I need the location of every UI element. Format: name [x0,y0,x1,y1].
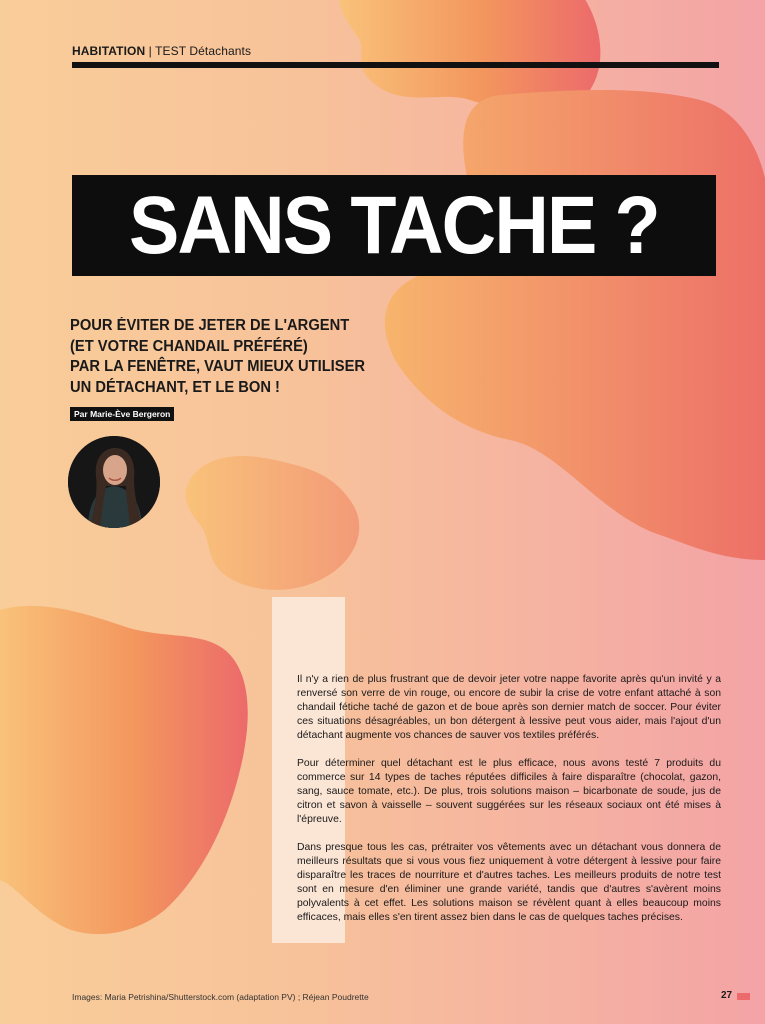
deck [70,316,366,398]
body-paragraph: Pour déterminer quel détachant est le plus efficace, nous avons testé 7 produits du commerce sur 14 types de taches réputées difficiles à faire disparaître (chocolat, gazon, sang, sauce tomate, etc.). De plus, trois solutions maison – bicarbonate de soude, jus de citron et savon à vaisselle – souvent suggérées sur les réseaux sociaux ont été mises à l'épreuve. [297,758,721,825]
body-paragraph: Dans presque tous les cas, prétraiter vos vêtements avec un détachant vous donnera de meilleurs résultats que si vous vous fiez uniquement à votre détergent à lessive pour faire disparaître les traces de nourriture et d'autres taches. Les meilleurs produits de notre test sont en mesure d'en éliminer une grande variété, tandis que d'autres s'avèrent moins polyvalents à cet effet. Les solutions maison se révèlent quant à elles beaucoup moins efficaces, mais elles s'en tirent assez bien dans le cas de quelques taches précises. [297,842,721,923]
body-paragraph: Il n'y a rien de plus frustrant que de devoir jeter votre nappe favorite après qu'un invité y a renversé son verre de vin rouge, ou encore de subir la crise de votre enfant attaché à son chandail fétiche taché de gazon et de boue après son dernier match de soccer. Pour éviter ces situations désagréables, un bon détergent à lessive peut vous aider, mais l'ajout d'un détachant augmente vos chances de sauver vos textiles préférés. [297,674,721,741]
blob-large-right [385,90,765,560]
header-separator: | [148,44,152,58]
title-box [72,175,716,276]
header-rule [72,62,719,68]
section-topic: TEST Détachants [155,44,252,58]
deck-line: UN DÉTACHANT, ET LE BON ! [70,378,280,396]
page-title: SANS TACHE ? [129,179,659,271]
image-credits: Images: Maria Petrishina/Shutterstock.com (adaptation PV) ; Réjean Poudrette [72,992,369,1002]
byline: Par Marie-Ève Bergeron [70,407,174,421]
blob-bottom-left [0,606,248,934]
deck-line: (ET VOTRE CHANDAIL PRÉFÉRÉ) [70,337,308,355]
deck-line: PAR LA FENÊTRE, VAUT MIEUX UTILISER [70,358,366,375]
section-label: HABITATION [72,44,146,58]
article-body [297,673,721,939]
author-photo [68,436,160,528]
deck-line: POUR ÉVITER DE JETER DE L'ARGENT [70,317,350,334]
page-marker [737,993,750,1000]
section-header [72,44,251,58]
blob-small-middle [185,456,359,590]
page-number: 27 [721,990,733,1001]
